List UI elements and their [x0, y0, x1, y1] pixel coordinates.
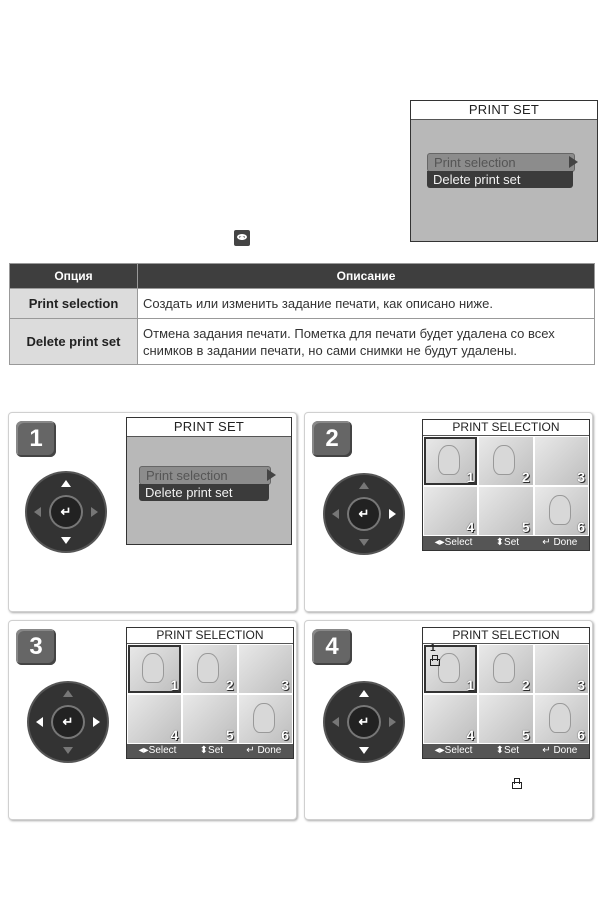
screen-title: PRINT SELECTION [423, 420, 589, 436]
multi-selector-dpad[interactable] [325, 475, 403, 553]
print-selection-screen [126, 627, 294, 759]
print-selection-screen [422, 419, 590, 551]
printer-icon [429, 655, 441, 667]
step-4-panel [304, 620, 593, 820]
thumbnail[interactable]: 4 [128, 695, 181, 743]
enter-button[interactable]: ↵ [349, 499, 379, 529]
thumbnail[interactable]: 4 [424, 695, 477, 743]
step-2-panel [304, 412, 593, 612]
thumbnail[interactable]: 4 [424, 487, 477, 535]
header-option: Опция [10, 264, 138, 289]
step-number: 3 [16, 629, 56, 665]
thumbnail[interactable]: 3 [535, 645, 588, 693]
right-arrow-icon [569, 156, 578, 168]
thumbnail[interactable]: 5 [183, 695, 236, 743]
step-number: 4 [312, 629, 352, 665]
thumbnail[interactable]: 3 [535, 437, 588, 485]
table-row [10, 319, 595, 365]
right-arrow-icon [267, 469, 276, 481]
thumbnail[interactable]: 2 [183, 645, 236, 693]
table-row [10, 289, 595, 319]
print-set-screen [410, 100, 598, 242]
thumbnail[interactable]: 1 [424, 437, 477, 485]
thumbnail[interactable]: 6 [239, 695, 292, 743]
thumbnail[interactable]: 2 [479, 437, 532, 485]
step-number: 2 [312, 421, 352, 457]
option-description: Создать или изменить задание печати, как описано ниже. [138, 289, 595, 319]
thumbnail[interactable]: 3 [239, 645, 292, 693]
printer-icon [511, 778, 523, 790]
screen-title: PRINT SELECTION [127, 628, 293, 644]
options-table [9, 263, 595, 365]
menu-item-print-selection[interactable]: Print selection [427, 153, 575, 172]
menu-item-delete-print-set[interactable]: Delete print set [139, 484, 269, 501]
eye-icon [234, 230, 250, 246]
thumbnail[interactable]: 1 [128, 645, 181, 693]
thumbnail[interactable]: 5 [479, 487, 532, 535]
header-description: Описание [138, 264, 595, 289]
multi-selector-dpad[interactable] [325, 683, 403, 761]
step-1-panel [8, 412, 297, 612]
thumbnail[interactable]: 1 1 [424, 645, 477, 693]
button-guide: ◂▸Select ⬍Set ↵ Done [423, 536, 589, 550]
print-selection-screen [422, 627, 590, 759]
thumbnail[interactable]: 6 [535, 695, 588, 743]
button-guide: ◂▸Select ⬍Set ↵ Done [127, 744, 293, 758]
option-description: Отмена задания печати. Пометка для печати будет удалена со всех снимков в задании печати, но сами снимки не будут удалены. [138, 319, 595, 365]
enter-button[interactable]: ↵ [349, 707, 379, 737]
thumbnail[interactable]: 6 [535, 487, 588, 535]
enter-button[interactable]: ↵ [53, 707, 83, 737]
screen-title: PRINT SELECTION [423, 628, 589, 644]
menu-item-print-selection[interactable]: Print selection [139, 466, 271, 485]
option-name: Print selection [10, 289, 138, 319]
step-3-panel [8, 620, 297, 820]
option-name: Delete print set [10, 319, 138, 365]
print-count: 1 [430, 643, 436, 654]
step-number: 1 [16, 421, 56, 457]
screen-title: PRINT SET [411, 101, 597, 120]
multi-selector-dpad[interactable] [29, 683, 107, 761]
menu-item-delete-print-set[interactable]: Delete print set [427, 171, 573, 188]
thumbnail[interactable]: 2 [479, 645, 532, 693]
screen-title: PRINT SET [127, 418, 291, 437]
multi-selector-dpad[interactable] [27, 473, 105, 551]
enter-button[interactable]: ↵ [51, 497, 81, 527]
print-set-screen [126, 417, 292, 545]
thumbnail[interactable]: 5 [479, 695, 532, 743]
button-guide: ◂▸Select ⬍Set ↵ Done [423, 744, 589, 758]
